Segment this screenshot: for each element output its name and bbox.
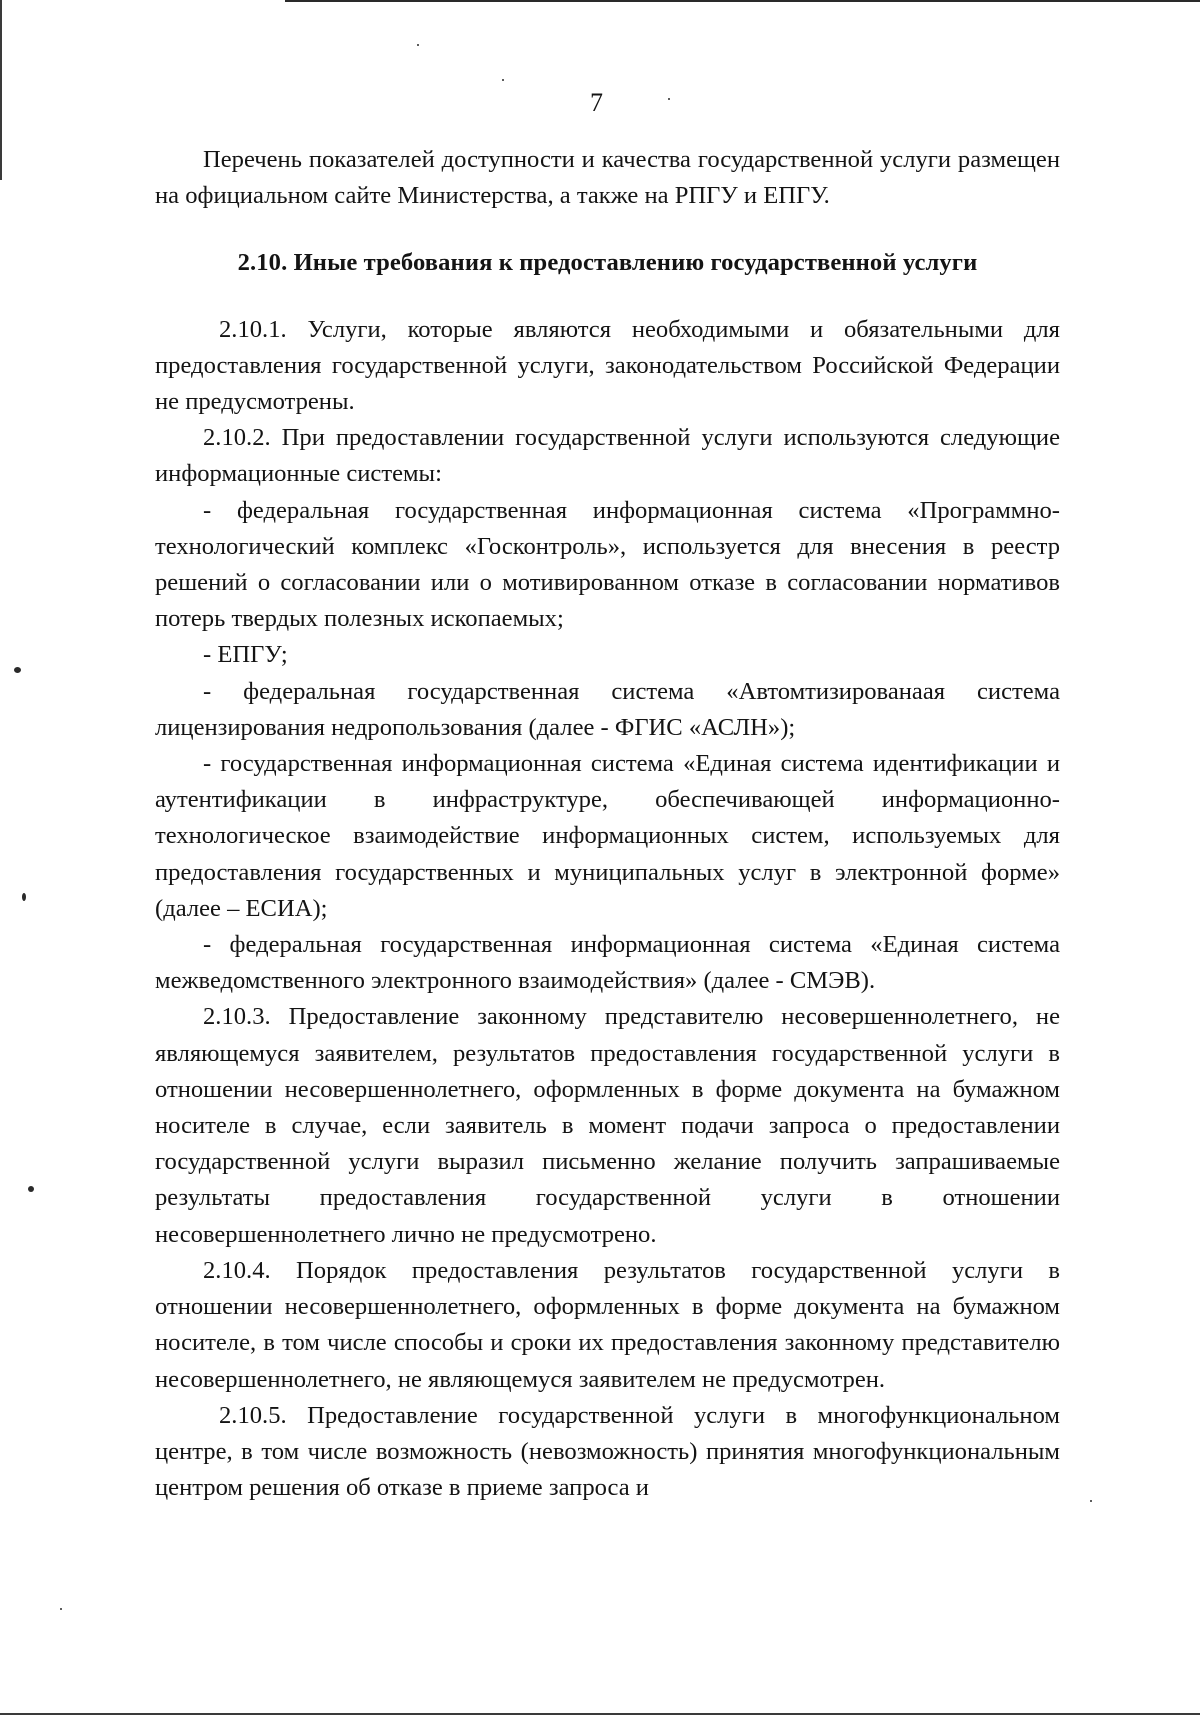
list-item-fgis-asln: - федеральная государственная система «Автомтизированаая система лицензирования недропользования (далее - ФГИС «АСЛН»);: [155, 677, 1060, 741]
scan-speck: [14, 667, 21, 673]
list-item-smev: - федеральная государственная информационная система «Единая система межведомственного электронного взаимодействия» (далее - СМЭВ).: [155, 931, 1060, 995]
scan-speck: [502, 79, 504, 81]
scan-edge-left: [0, 0, 2, 180]
scan-speck: [668, 98, 670, 100]
scan-speck: [28, 1186, 34, 1192]
scan-speck: [60, 1608, 62, 1610]
list-item-epgu: - ЕПГУ;: [203, 641, 288, 669]
paragraph-2-10-5: 2.10.5. Предоставление государственной услуги в многофункциональном центре, в том числе возможность (невозможность) принятия многофункциональным центром решения об отказе в приеме запроса и: [155, 1401, 1060, 1502]
page-number: 7: [590, 88, 603, 117]
paragraph-2-10-1: 2.10.1. Услуги, которые являются необходимыми и обязательными для предоставления государственной услуги, законодательством Российской Федерации не предусмотрены.: [155, 315, 1060, 416]
document-body: [155, 142, 1060, 1506]
scan-speck: [1090, 1500, 1092, 1502]
scan-edge-top: [285, 0, 1200, 2]
section-heading: 2.10. Иные требования к предоставлению государственной услуги: [237, 249, 978, 277]
list-item-esia: - государственная информационная система «Единая система идентификации и аутентификации в инфраструктуре, обеспечивающей информационно-технологическое взаимодействие информационных систем, используемых для предоставления государственных и муниципальных услуг в электронной форме» (далее – ЕСИА);: [155, 750, 1060, 922]
scan-edge-bottom: [0, 1713, 1200, 1715]
paragraph-2-10-4: 2.10.4. Порядок предоставления результатов государственной услуги в отношении несовершеннолетнего, оформленных в форме документа на бумажном носителе, в том числе способы и сроки их предоставления законному представителю несовершеннолетнего, не являющемуся заявителем не предусмотрен.: [155, 1256, 1060, 1393]
scan-speck: [417, 44, 419, 46]
paragraph-indicators-list: Перечень показателей доступности и качества государственной услуги размещен на официальном сайте Министерства, а также на РПГУ и ЕПГУ.: [155, 146, 1060, 210]
paragraph-2-10-2: 2.10.2. При предоставлении государственной услуги используются следующие информационные системы:: [155, 424, 1060, 488]
paragraph-2-10-3: 2.10.3. Предоставление законному представителю несовершеннолетнего, не являющемуся заявителем, результатов предоставления государственной услуги в отношении несовершеннолетнего, оформленных в форме документа на бумажном носителе в случае, если заявитель в момент подачи запроса о предоставлении государственной услуги выразил письменно желание получить запрашиваемые результаты предоставления государственной услуги в отношении несовершеннолетнего лично не предусмотрено.: [155, 1003, 1060, 1248]
list-item-goskontrol: - федеральная государственная информационная система «Программно-технологический комплекс «Госконтроль», используется для внесения в реестр решений о согласовании или о мотивированном отказе в согласовании нормативов потерь твердых полезных ископаемых;: [155, 496, 1060, 633]
scan-speck: [22, 893, 26, 901]
